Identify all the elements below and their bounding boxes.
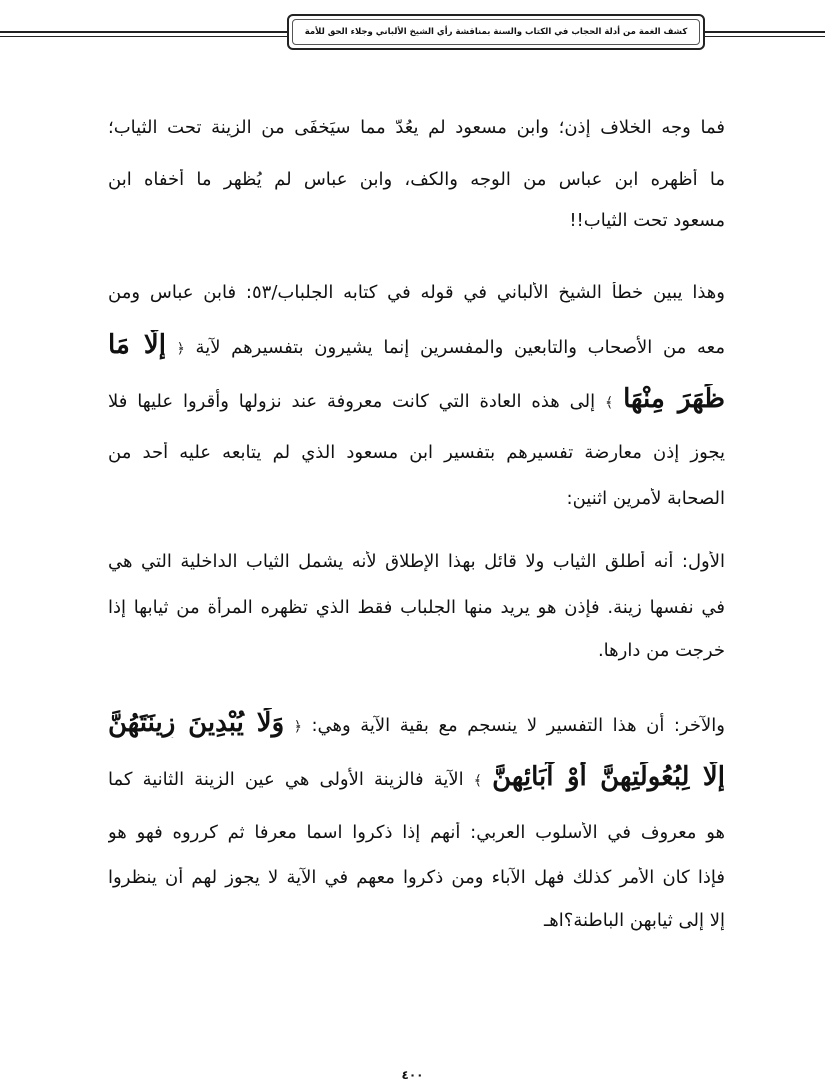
quran-verse: إِلَّا مَا — [108, 330, 166, 360]
running-header-title: كشف الغمة من أدلة الحجاب في الكتاب والسنة بمناقشة رأي الشيخ الألباني وجلاء الحق للأمة — [304, 27, 688, 37]
verse-bracket-open: ﴿ — [293, 719, 302, 735]
text-segment: الآية فالزينة الأولى هي عين الزينة الثانية كما — [108, 769, 464, 790]
text-line: يجوز إذن معارضة تفسيرهم بتفسير ابن مسعود الذي لم يتابعه عليه أحد من — [108, 442, 725, 463]
text-line: هو معروف في الأسلوب العربي: أنهم إذا ذكروا اسما معرفا ثم كرروه فهو هو — [108, 822, 725, 843]
quran-verse: إِلَّا لِبُعُولَتِهِنَّ أَوْ آبَائِهِنَّ — [492, 762, 725, 792]
verse-bracket-open: ﴿ — [176, 341, 185, 357]
text-line: في نفسها زينة. فإذن هو يريد منها الجلباب فقط الذي تظهره المرأة من ثيابها إذا — [108, 597, 725, 618]
text-line-with-verse — [108, 384, 725, 414]
text-segment: معه من الأصحاب والتابعين والمفسرين إنما يشيرون بتفسيرهم لآية — [195, 337, 725, 358]
text-line-with-verse — [108, 762, 725, 792]
text-line: الصحابة لأمرين اثنين: — [566, 488, 725, 509]
quran-verse: وَلَا يُبْدِينَ زِينَتَهُنَّ — [108, 708, 285, 738]
text-line: فإذا كان الأمر كذلك فهل الآباء ومن ذكروا معهم في الآية لا يجوز لهم أن ينظروا — [108, 867, 725, 888]
text-line-with-verse — [108, 330, 725, 360]
quran-verse: ظَهَرَ مِنْهَا — [623, 384, 725, 414]
running-header — [287, 14, 705, 50]
text-line: مسعود تحت الثياب!! — [569, 210, 725, 231]
text-line: إلا إلى ثيابهن الباطنة؟اهـ — [544, 910, 725, 931]
text-line: وهذا يبين خطأ الشيخ الألباني في قوله في كتابه الجلباب/٥٣: فابن عباس ومن — [108, 282, 725, 303]
verse-bracket-close: ﴾ — [605, 395, 614, 411]
text-line: خرجت من دارها. — [597, 640, 725, 661]
text-line-with-verse — [108, 708, 725, 738]
text-line: فما وجه الخلاف إذن؛ وابن مسعود لم يعُدّ مما سيَخفَى من الزينة تحت الثياب؛ — [108, 117, 725, 138]
text-segment: إلى هذه العادة التي كانت معروفة عند نزولها وأقروا عليها فلا — [108, 391, 596, 412]
verse-bracket-close: ﴾ — [473, 773, 482, 789]
text-line: الأول: أنه أطلق الثياب ولا قائل بهذا الإطلاق لأنه يشمل الثياب الداخلية التي هي — [108, 551, 725, 572]
page-number: ٤٠٠ — [401, 1068, 424, 1082]
text-line: ما أظهره ابن عباس من الوجه والكف، وابن عباس لم يُظهر ما أخفاه ابن — [108, 169, 725, 190]
text-segment: والآخر: أن هذا التفسير لا ينسجم مع بقية الآية وهي: — [311, 715, 725, 736]
